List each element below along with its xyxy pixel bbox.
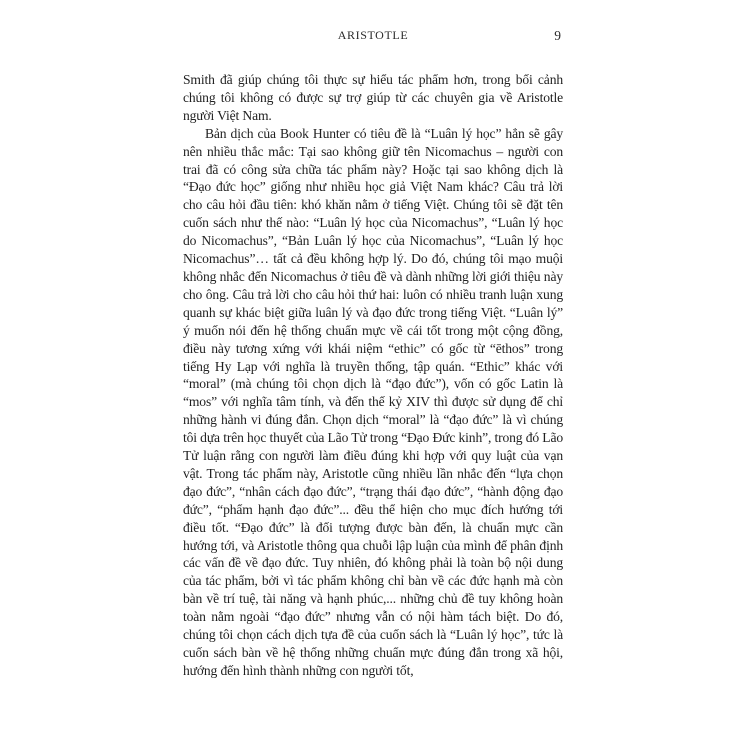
paragraph-continuation: Smith đã giúp chúng tôi thực sự hiểu tác phẩm hơn, trong bối cảnh chúng tôi không có được sự trợ giúp từ các chuyên gia về Aristotle người Việt Nam.	[183, 72, 563, 123]
page-number: 9	[554, 28, 561, 43]
page-header	[183, 28, 563, 46]
running-title: ARISTOTLE	[337, 28, 409, 42]
page-body	[183, 71, 563, 680]
paragraph-main: Bản dịch của Book Hunter có tiêu đề là “Luân lý học” hẳn sẽ gây nên nhiều thắc mắc: Tại sao không giữ tên Nicomachus – người con trai đã có công sửa chữa tác phẩm này? Hoặc tại sao không dịch là “Đạo đức học” giống như nhiều học giả Việt Nam khác? Câu trả lời cho câu hỏi đầu tiên: khó khăn nằm ở tiếng Việt. Chúng tôi sẽ đặt tên cuốn sách như thế nào: “Luân lý học của Nicomachus”, “Luân lý học do Nicomachus”, “Bản Luân lý học của Nicomachus”, “Luân lý học Nicomachus”… tất cả đều không hợp lý. Do đó, chúng tôi mạo muội không nhắc đến Nicomachus ở tiêu đề và dành những lời giới thiệu này cho ông. Câu trả lời cho câu hỏi thứ hai: luôn có nhiều tranh luận xung quanh sự khác biệt giữa luân lý và đạo đức trong tiếng Việt. “Luân lý” ý muốn nói đến hệ thống chuẩn mực về cái tốt trong một cộng đồng, điều này tương xứng với khái niệm “ethic” có gốc từ “ēthos” trong tiếng Hy Lạp với nghĩa là truyền thống, tập quán. “Ethic” khác với “moral” (mà chúng tôi chọn dịch là “đạo đức”), vốn có gốc Latin là “mos” với nghĩa tâm tính, và đến thế kỷ XIV thì được sử dụng để chỉ những hành vi đúng đắn. Chọn dịch “moral” là “đạo đức” là vì chúng tôi dựa trên học thuyết của Lão Tử trong “Đạo Đức kinh”, trong đó Lão Tử luận rằng con người làm điều đúng khi hợp với quy luật của vạn vật. Trong tác phẩm này, Aristotle cũng nhiều lần nhắc đến “lựa chọn đạo đức”, “nhân cách đạo đức”, “trạng thái đạo đức”, “hành động đạo đức”, “phẩm hạnh đạo đức”... đều thể hiện cho mục đích hướng tới điều tốt. “Đạo đức” là đối tượng được bàn đến, là chuẩn mực cần hướng tới, và Aristotle thông qua chuỗi lập luận của mình để phân định các vấn đề về đạo đức. Tuy nhiên, đó không phải là toàn bộ nội dung của tác phẩm, bởi vì tác phẩm không chỉ bàn về các đức hạnh mà còn bàn về trí tuệ, tài năng và hạnh phúc,... những chủ đề tuy không hoàn toàn nằm ngoài “đạo đức” nhưng vẫn có nội hàm tách biệt. Do đó, chúng tôi chọn cách dịch tựa đề của cuốn sách là “Luân lý học”, tức là cuốn sách bàn về hệ thống những chuẩn mực đúng đắn trong xã hội, hướng đến hình thành những con người tốt,	[183, 125, 563, 678]
